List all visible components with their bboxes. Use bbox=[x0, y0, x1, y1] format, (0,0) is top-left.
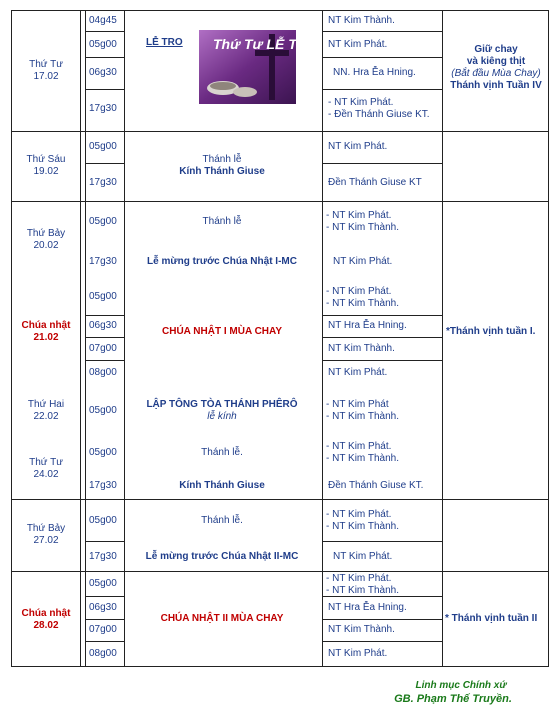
grid-line bbox=[80, 10, 81, 667]
place-label: - NT Kim Thành. bbox=[326, 222, 399, 233]
grid-line bbox=[85, 619, 124, 620]
grid-line bbox=[322, 541, 442, 542]
grid-line bbox=[85, 31, 124, 32]
time-label: 05g00 bbox=[89, 216, 117, 227]
day-label: Thứ Bảy bbox=[26, 228, 66, 239]
place-label: NT Kim Phát. bbox=[333, 551, 393, 562]
place-label: - NT Kim Phát. bbox=[326, 210, 392, 221]
time-label: 05g00 bbox=[89, 39, 117, 50]
date-label: 17.02 bbox=[33, 71, 59, 82]
time-label: 06g30 bbox=[89, 67, 117, 78]
note-line: *Thánh vịnh tuần I. bbox=[446, 326, 536, 337]
time-label: 17g30 bbox=[89, 103, 117, 114]
place-label: NT Kim Thành. bbox=[328, 15, 395, 26]
place-label: NT Kim Phát. bbox=[328, 367, 388, 378]
place-label: - NT Kim Thành. bbox=[326, 298, 399, 309]
signature-title: Linh mục Chính xứ bbox=[415, 680, 507, 691]
time-label: 08g00 bbox=[89, 367, 117, 378]
date-label: 19.02 bbox=[33, 166, 59, 177]
grid-line bbox=[322, 619, 442, 620]
grid-line bbox=[322, 10, 323, 667]
time-label: 05g00 bbox=[89, 141, 117, 152]
place-label: NT Hra Ê̆a Hning. bbox=[328, 320, 407, 331]
time-label: 17g30 bbox=[89, 256, 117, 267]
grid-line bbox=[85, 641, 124, 642]
grid-line bbox=[85, 89, 124, 90]
day-label: Thứ Sáu bbox=[26, 154, 66, 165]
date-label: 24.02 bbox=[33, 469, 59, 480]
image-caption: Thứ Tư LỄ TRO bbox=[213, 36, 318, 52]
day-label: Thứ Tư bbox=[29, 457, 63, 468]
place-label: NT Kim Phát. bbox=[328, 39, 388, 50]
time-label: 06g30 bbox=[89, 320, 117, 331]
day-label: Chúa nhật bbox=[21, 320, 71, 331]
place-label: - NT Kim Thành. bbox=[326, 521, 399, 532]
date-label: 28.02 bbox=[33, 620, 59, 631]
place-label: NT Hra Ê̆a Hning. bbox=[328, 602, 407, 613]
place-label: NT Kim Thành. bbox=[328, 624, 395, 635]
place-label: NT Kim Phát. bbox=[328, 648, 388, 659]
ash-wednesday-image bbox=[199, 30, 318, 104]
time-label: 17g30 bbox=[89, 177, 117, 188]
time-label: 05g00 bbox=[89, 291, 117, 302]
grid-line bbox=[85, 360, 124, 361]
time-label: 05g00 bbox=[89, 405, 117, 416]
time-label: 05g00 bbox=[89, 515, 117, 526]
place-label: NT Kim Phát. bbox=[333, 256, 393, 267]
day-label: Thứ Hai bbox=[27, 399, 65, 410]
place-label: - NT Kim Phát bbox=[326, 399, 389, 410]
date-label: 21.02 bbox=[33, 332, 59, 343]
place-label: NN. Hra Ê̆a Hning. bbox=[333, 67, 416, 78]
place-label: - NT Kim Thành. bbox=[326, 585, 399, 596]
grid-line bbox=[322, 360, 442, 361]
time-label: 17g30 bbox=[89, 551, 117, 562]
grid-line bbox=[322, 89, 442, 90]
time-label: 05g00 bbox=[89, 447, 117, 458]
grid-line bbox=[85, 10, 86, 667]
event-title: LỄ TRO bbox=[146, 37, 183, 48]
day-label: Chúa nhật bbox=[21, 608, 71, 619]
place-label: NT Kim Thành. bbox=[328, 343, 395, 354]
event-line: Lễ mừng trước Chúa Nhật I-MC bbox=[147, 256, 297, 267]
time-label: 06g30 bbox=[89, 602, 117, 613]
grid-line bbox=[11, 10, 12, 667]
grid-line bbox=[11, 571, 549, 572]
grid-line bbox=[322, 641, 442, 642]
note-line: Thánh vịnh Tuần IV bbox=[450, 80, 542, 91]
place-label: - NT Kim Phát. bbox=[326, 286, 392, 297]
note-line: * Thánh vịnh tuần II bbox=[445, 613, 538, 624]
day-label: Thứ Tư bbox=[29, 59, 63, 70]
note-line: (Bắt đầu Mùa Chay) bbox=[451, 68, 541, 79]
time-label: 08g00 bbox=[89, 648, 117, 659]
event-line: Kính Thánh Giuse bbox=[179, 166, 265, 177]
event-title: CHÚA NHẬT I MÙA CHAY bbox=[162, 326, 282, 337]
time-label: 05g00 bbox=[89, 578, 117, 589]
grid-line bbox=[322, 337, 442, 338]
note-line: Giữ chay bbox=[474, 44, 518, 55]
event-line: Thánh lễ bbox=[202, 216, 242, 227]
day-label: Thứ Bảy bbox=[26, 523, 66, 534]
grid-line bbox=[11, 499, 549, 500]
place-label: Đền Thánh Giuse KT. bbox=[328, 480, 424, 491]
grid-line bbox=[85, 596, 124, 597]
grid-line bbox=[548, 10, 549, 667]
event-line: Lễ mừng trước Chúa Nhật II-MC bbox=[145, 551, 299, 562]
time-label: 07g00 bbox=[89, 343, 117, 354]
date-label: 27.02 bbox=[33, 535, 59, 546]
place-label: - NT Kim Thành. bbox=[326, 411, 399, 422]
event-line: lễ kính bbox=[207, 411, 237, 422]
place-label: Đền Thánh Giuse KT bbox=[328, 177, 422, 188]
date-label: 22.02 bbox=[33, 411, 59, 422]
time-label: 17g30 bbox=[89, 480, 117, 491]
event-line: Thánh lễ bbox=[202, 154, 242, 165]
signature-name: GB. Phạm Thế Truyền. bbox=[394, 693, 512, 705]
note-line: và kiêng thịt bbox=[466, 56, 526, 67]
grid-line bbox=[11, 10, 549, 11]
grid-line bbox=[442, 10, 443, 667]
grid-line bbox=[85, 541, 124, 542]
place-label: - NT Kim Phát. bbox=[326, 441, 392, 452]
place-label: - NT Kim Phát. bbox=[328, 97, 394, 108]
date-label: 20.02 bbox=[33, 240, 59, 251]
grid-line bbox=[322, 31, 442, 32]
grid-line bbox=[11, 666, 549, 667]
event-line: Kính Thánh Giuse bbox=[179, 480, 265, 491]
place-label: - NT Kim Thành. bbox=[326, 453, 399, 464]
grid-line bbox=[85, 163, 124, 164]
grid-line bbox=[124, 10, 125, 667]
grid-line bbox=[85, 57, 124, 58]
event-line: LẬP TÔNG TÒA THÁNH PHÊRÔ bbox=[146, 399, 298, 410]
time-label: 07g00 bbox=[89, 624, 117, 635]
place-label: - Đền Thánh Giuse KT. bbox=[328, 109, 430, 120]
time-label: 04g45 bbox=[89, 15, 117, 26]
place-label: - NT Kim Phát. bbox=[326, 509, 392, 520]
grid-line bbox=[322, 163, 442, 164]
grid-line bbox=[322, 57, 442, 58]
grid-line bbox=[85, 337, 124, 338]
event-title: CHÚA NHẬT II MÙA CHAY bbox=[160, 613, 284, 624]
grid-line bbox=[11, 201, 549, 202]
place-label: NT Kim Phát. bbox=[328, 141, 388, 152]
event-line: Thánh lễ. bbox=[201, 515, 243, 526]
grid-line bbox=[322, 315, 442, 316]
grid-line bbox=[85, 315, 124, 316]
grid-line bbox=[11, 131, 549, 132]
place-label: - NT Kim Phát. bbox=[326, 573, 392, 584]
event-line: Thánh lễ. bbox=[201, 447, 243, 458]
